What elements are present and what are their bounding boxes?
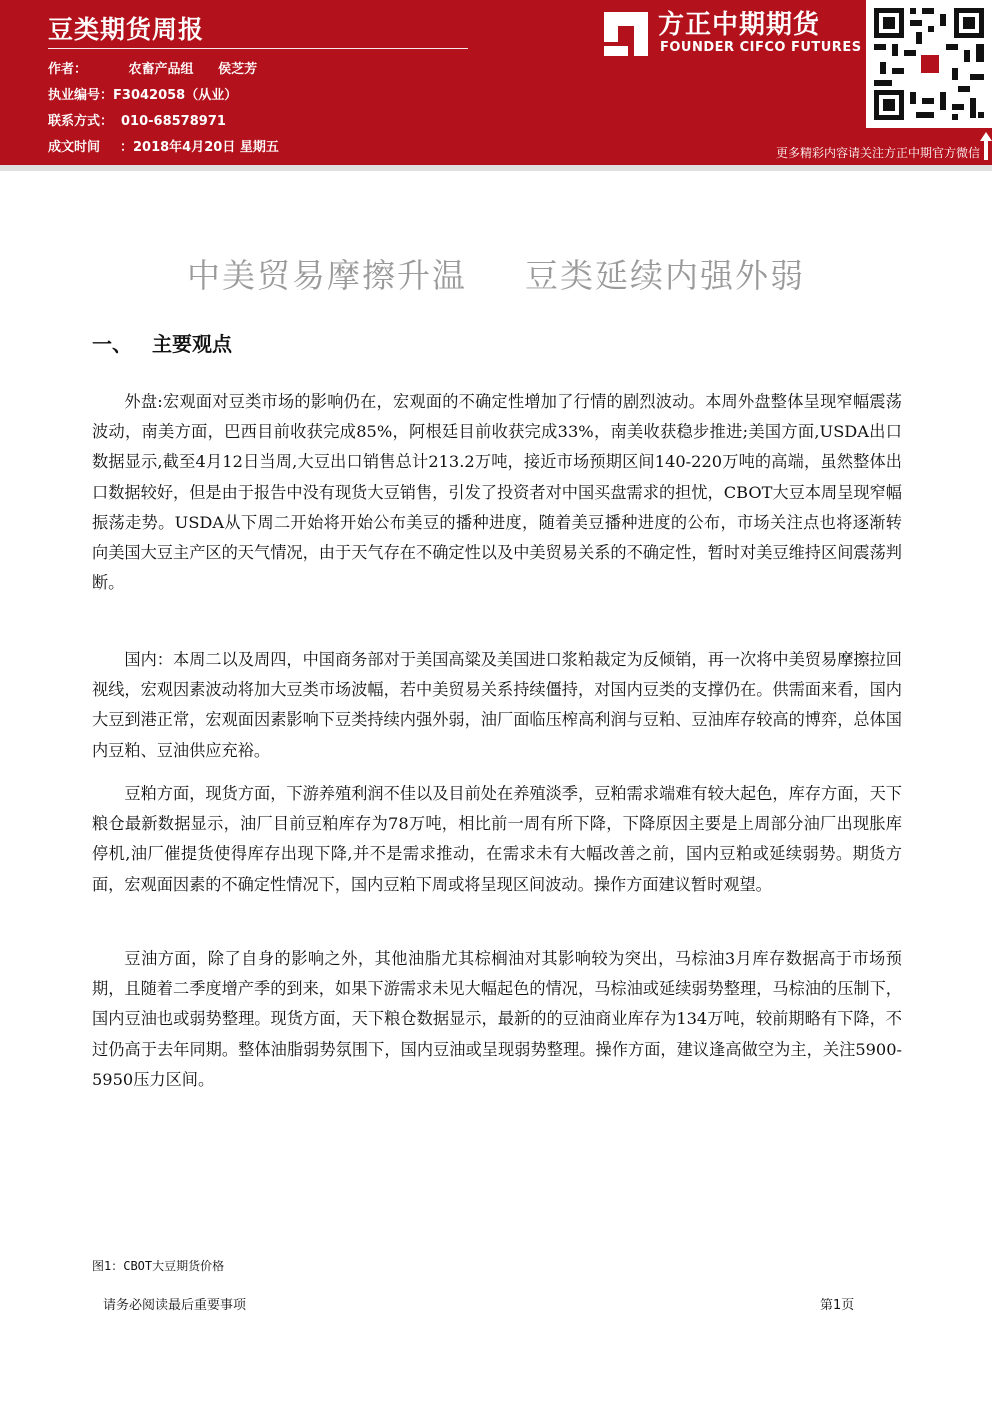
section-title: 主要观点 <box>152 332 232 356</box>
paragraph-soyoil: 豆油方面，除了自身的影响之外，其他油脂尤其棕榈油对其影响较为突出，马棕油3月库存数据高于市场预期，且随着二季度增产季的到来，如果下游需求未见大幅起色的情况，马棕油或延续弱势整理，马棕油的压制下，国内豆油也或弱势整理。现货方面，天下粮仓数据显示，最新的的豆油商业库存为134万吨，较前期略有下降，不过仍高于去年同期。整体油脂弱势氛围下，国内豆油或呈现弱势整理。操作方面，建议逢高做空为主，关注5900-5950压力区间。 <box>92 949 902 1089</box>
author-row <box>48 58 257 77</box>
section-heading <box>92 328 232 357</box>
date-label: 成文时间 <box>48 140 101 155</box>
founder-logo-icon <box>604 12 648 56</box>
license-value: F3042058（从业） <box>113 88 238 103</box>
header-bottom-band <box>0 165 992 171</box>
header-divider <box>48 48 468 49</box>
title-part-2: 豆类延续内强外弱 <box>525 256 805 295</box>
title-part-1: 中美贸易摩擦升温 <box>187 256 467 295</box>
company-name-en: FOUNDER CIFCO FUTURES <box>660 40 862 55</box>
license-label: 执业编号： <box>48 88 114 103</box>
paragraph-soymeal: 豆粕方面，现货方面，下游养殖利润不佳以及目前处在养殖淡季，豆粕需求端难有较大起色，库存方面，天下粮仓最新数据显示，油厂目前豆粕库存为78万吨，相比前一周有所下降，下降原因主要是上周部分油厂出现胀库停机,油厂催提货使得库存出现下降,并不是需求推动，在需求未有大幅改善之前，国内豆粕或延续弱势。期货方面，宏观面因素的不确定性情况下，国内豆粕下周或将呈现区间波动。操作方面建议暂时观望。 <box>92 784 902 894</box>
contact-row <box>48 110 226 129</box>
contact-label: 联系方式： <box>48 114 114 129</box>
report-header <box>0 0 992 165</box>
date-row <box>48 136 279 155</box>
author-name: 侯芝芳 <box>218 62 258 77</box>
figure-caption: 图1：CBOT大豆期货价格 <box>92 1259 225 1273</box>
arrow-up-icon <box>980 132 992 160</box>
contact-value: 010-68578971 <box>121 114 226 129</box>
qr-code-icon <box>866 0 992 128</box>
follow-wechat-text: 更多精彩内容请关注方正中期官方微信 <box>775 146 980 160</box>
paragraph-overseas: 外盘:宏观面对豆类市场的影响仍在，宏观面的不确定性增加了行情的剧烈波动。本周外盘整体呈现窄幅震荡波动，南美方面，巴西目前收获完成85%，阿根廷目前收获完成33%，南美收获稳步推进;美国方面,USDA出口数据显示,截至4月12日当周,大豆出口销售总计213.2万吨，接近市场预期区间140-220万吨的高端，虽然整体出口数据较好，但是由于报告中没有现货大豆销售，引发了投资者对中国买盘需求的担忧，CBOT大豆本周呈现窄幅振荡走势。USDA从下周二开始将开始公布美豆的播种进度，随着美豆播种进度的公布，市场关注点也将逐渐转向美国大豆主产区的天气情况，由于天气存在不确定性以及中美贸易关系的不确定性，暂时对美豆维持区间震荡判断。 <box>92 392 902 593</box>
report-name: 豆类期货周报 <box>48 15 205 44</box>
footer-notice: 请务必阅读最后重要事项 <box>103 1298 247 1313</box>
section-number: 一、 <box>92 332 132 356</box>
date-value: ：2018年4月20日 星期五 <box>120 140 279 155</box>
license-row <box>48 84 237 103</box>
page-number: 第1页 <box>820 1298 855 1313</box>
paragraph-domestic: 国内：本周二以及周四，中国商务部对于美国高粱及美国进口浆粕裁定为反倾销，再一次将中美贸易摩擦拉回视线，宏观因素波动将加大豆类市场波幅，若中美贸易关系持续僵持，对国内豆类的支撑仍在。供需面来看，国内大豆到港正常，宏观面因素影响下豆类持续内强外弱，油厂面临压榨高利润与豆粕、豆油库存较高的博弈，总体国内豆粕、豆油供应充裕。 <box>92 650 902 760</box>
author-label: 作者： <box>48 62 88 77</box>
author-group: 农畜产品组 <box>128 62 194 77</box>
document-title <box>0 250 992 297</box>
company-name-cn: 方正中期期货 <box>658 10 821 40</box>
